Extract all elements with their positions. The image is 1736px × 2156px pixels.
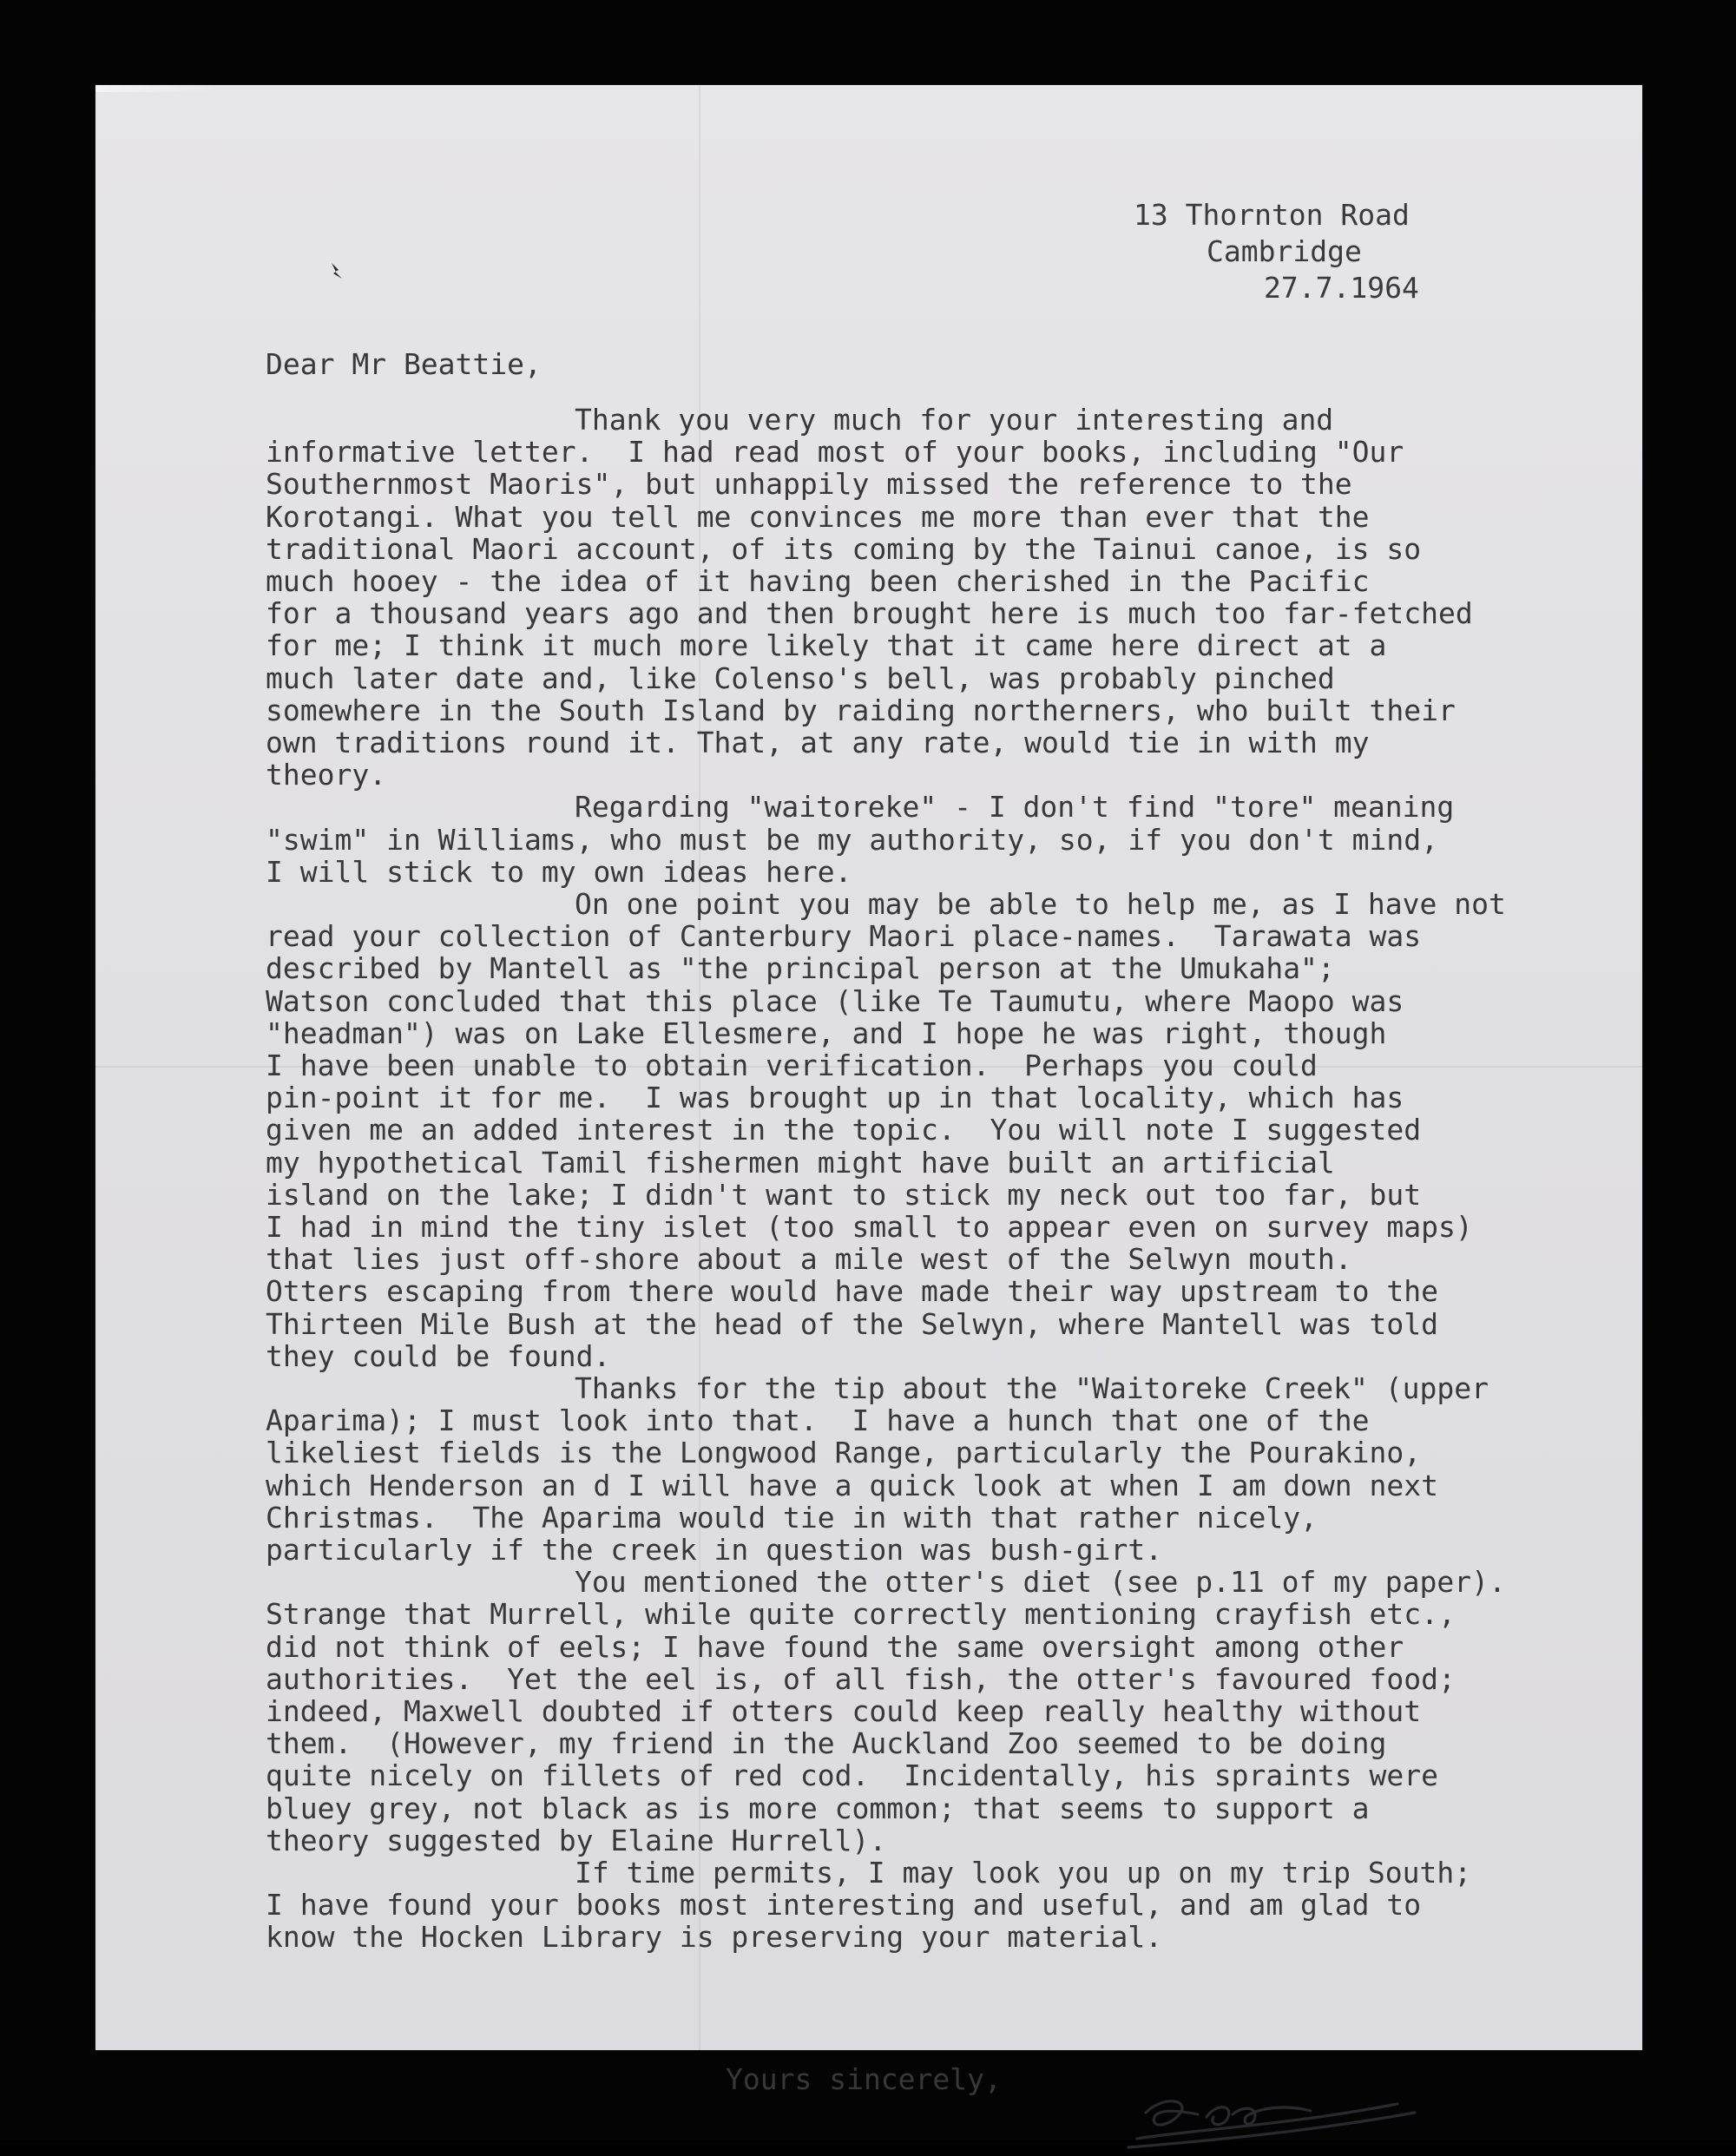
body-line: Thanks for the tip about the "Waitoreke Creek" (upper <box>575 1371 1489 1405</box>
body-line: authorities. Yet the eel is, of all fish, the otter's favoured food; <box>266 1661 1456 1696</box>
body-line: they could be found. <box>266 1338 611 1373</box>
body-line: which Henderson an d I will have a quick look at when I am down next <box>266 1468 1439 1502</box>
letter-page <box>95 85 1642 2096</box>
closing: Yours sincerely, <box>726 2062 1002 2096</box>
body-line: for me; I think it much more likely that it came here direct at a <box>266 628 1387 663</box>
body-line: Aparima); I must look into that. I have a hunch that one of the <box>266 1403 1370 1438</box>
paper-edge <box>95 85 217 92</box>
body-line: I will stick to my own ideas here. <box>266 854 852 889</box>
body-line: Watson concluded that this place (like Te Taumutu, where Maopo was <box>266 983 1404 1018</box>
tear-mark <box>330 263 344 280</box>
body-line: pin-point it for me. I was brought up in that locality, which has <box>266 1081 1404 1115</box>
body-line: Regarding "waitoreke" - I don't find "tore" meaning <box>575 790 1455 825</box>
body-line: likeliest fields is the Longwood Range, particularly the Pourakino, <box>266 1436 1422 1470</box>
body-line: I have found your books most interesting and useful, and am glad to <box>266 1888 1422 1923</box>
body-line: indeed, Maxwell doubted if otters could keep really healthy without <box>266 1694 1422 1728</box>
body-line: Christmas. The Aparima would tie in with that rather nicely, <box>266 1500 1318 1535</box>
body-line: If time permits, I may look you up on my trip South; <box>575 1856 1472 1890</box>
body-line: Thank you very much for your interesting and <box>575 403 1334 437</box>
body-line: I have been unable to obtain verification. Perhaps you could <box>266 1048 1318 1082</box>
body-line: them. (However, my friend in the Auckland Zoo seemed to be doing <box>266 1726 1387 1761</box>
body-line: much hooey - the idea of it having been cherished in the Pacific <box>266 564 1370 598</box>
body-line: "swim" in Williams, who must be my authority, so, if you don't mind, <box>266 822 1439 857</box>
body-line: Strange that Murrell, while quite correctly mentioning crayfish etc., <box>266 1597 1456 1632</box>
address-street: 13 Thornton Road <box>1134 198 1410 232</box>
body-line: much later date and, like Colenso's bell, was probably pinched <box>266 661 1335 695</box>
body-line: I had in mind the tiny islet (too small to appear even on survey maps) <box>266 1210 1473 1244</box>
body-line: On one point you may be able to help me, as I have not <box>575 887 1506 921</box>
body-line: theory suggested by Elaine Hurrell). <box>266 1823 887 1857</box>
body-line: Otters escaping from there would have made their way upstream to the <box>266 1274 1439 1309</box>
body-line: somewhere in the South Island by raiding northerners, who built their <box>266 693 1456 727</box>
body-line: Korotangi. What you tell me convinces me more than ever that the <box>266 499 1370 534</box>
salutation: Dear Mr Beattie, <box>266 347 542 381</box>
body-line: particularly if the creek in question was bush-girt. <box>266 1533 1163 1567</box>
address-city: Cambridge <box>1207 234 1362 268</box>
body-line: described by Mantell as "the principal person at the Umukaha"; <box>266 951 1335 986</box>
body-line: bluey grey, not black as is more common; that seems to support a <box>266 1791 1370 1825</box>
body-line: read your collection of Canterbury Maori place-names. Tarawata was <box>266 919 1422 954</box>
body-line: that lies just off-shore about a mile west of the Selwyn mouth. <box>266 1242 1352 1277</box>
body-line: did not think of eels; I have found the same oversight among other <box>266 1629 1404 1664</box>
body-line: Southernmost Maoris", but unhappily missed the reference to the <box>266 467 1352 502</box>
body-line: know the Hocken Library is preserving your material. <box>266 1920 1163 1955</box>
body-line: for a thousand years ago and then brought here is much too far-fetched <box>266 596 1473 631</box>
body-line: informative letter. I had read most of your books, including "Our <box>266 435 1404 470</box>
body-line: my hypothetical Tamil fishermen might have built an artificial <box>266 1145 1335 1180</box>
body-line: own traditions round it. That, at any rate, would tie in with my <box>266 726 1370 759</box>
body-line: given me an added interest in the topic. You will note I suggested <box>266 1113 1422 1147</box>
body-line: Thirteen Mile Bush at the head of the Selwyn, where Mantell was told <box>266 1306 1439 1341</box>
signature <box>1111 2078 1424 2156</box>
body-line: traditional Maori account, of its coming by the Tainui canoe, is so <box>266 531 1422 566</box>
body-line: You mentioned the otter's diet (see p.11 of my paper). <box>575 1565 1506 1600</box>
body-line: island on the lake; I didn't want to stick my neck out too far, but <box>266 1177 1422 1212</box>
body-line: quite nicely on fillets of red cod. Incidentally, his spraints were <box>266 1758 1439 1793</box>
body-line: "headman") was on Lake Ellesmere, and I hope he was right, though <box>266 1016 1387 1050</box>
letter-date: 27.7.1964 <box>1264 271 1419 305</box>
body-line: theory. <box>266 758 387 792</box>
